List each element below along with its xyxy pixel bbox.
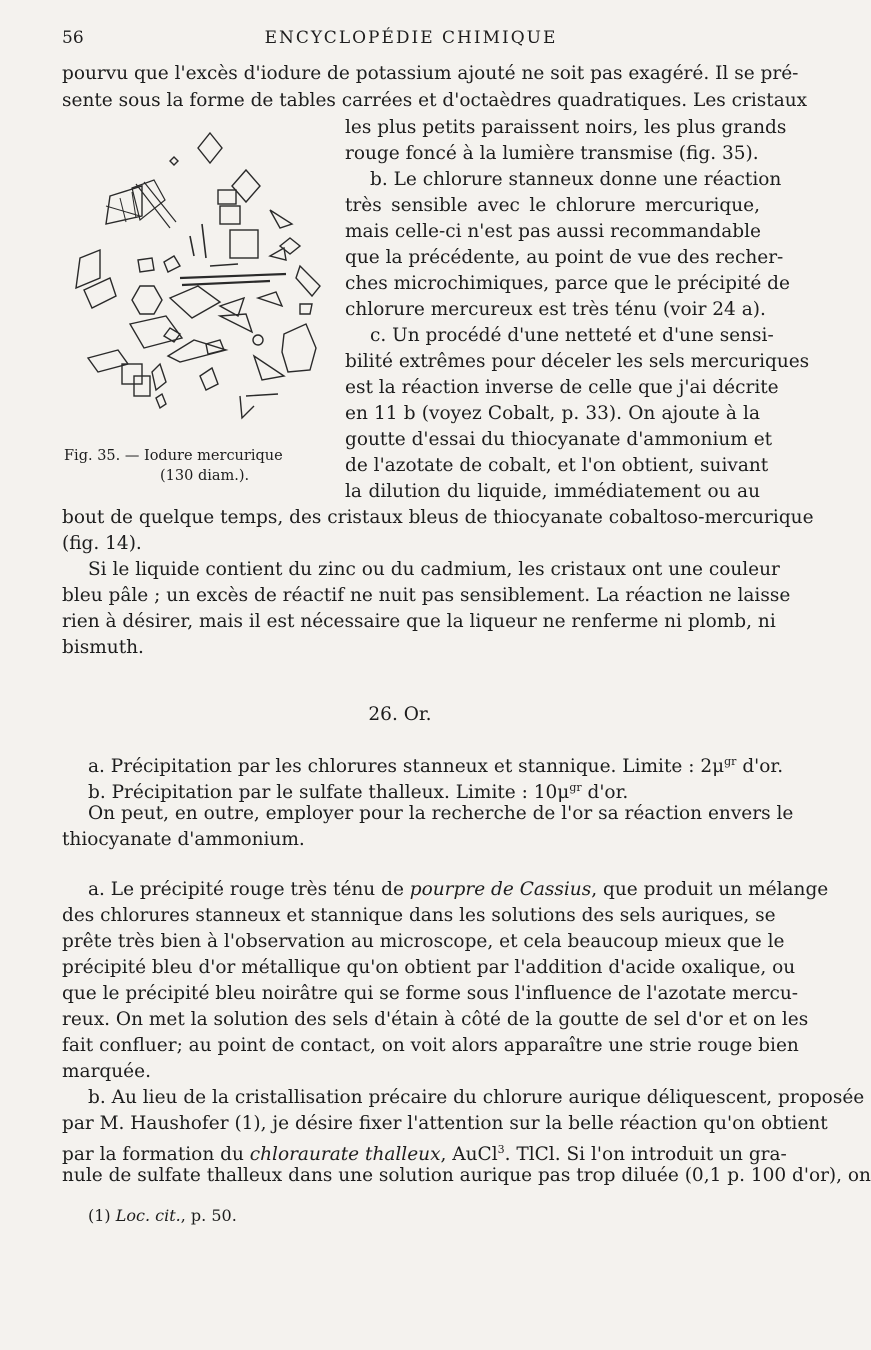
paragraph-b-line: par M. Haushofer (1), je désire fixer l'attention sur la belle réaction qu'on obtient (62, 1113, 828, 1134)
footnote-mark: (1) (88, 1206, 111, 1225)
limit-line-b (88, 776, 628, 805)
column-line: la dilution du liquide, immédiatement ou au (345, 481, 760, 502)
unit-superscript: gr (569, 781, 582, 794)
page-header (62, 28, 760, 52)
column-line: mais celle-ci n'est pas aussi recommandable (345, 221, 761, 242)
column-line: bilité extrêmes pour déceler les sels mercuriques (345, 351, 810, 372)
running-head: ENCYCLOPÉDIE CHIMIQUE (264, 28, 558, 48)
body-line: bleu pâle ; un excès de réactif ne nuit pas sensiblement. La réaction ne laisse (62, 585, 791, 606)
column-line: les plus petits paraissent noirs, les plus grands (345, 117, 787, 138)
limit-text: a. Précipitation par les chlorures stanneux et stannique. Limite : 2μ (88, 756, 725, 778)
body-line: thiocyanate d'ammonium. (62, 829, 305, 850)
text-span: , que produit un mélange (591, 879, 829, 900)
limit-text: b. Précipitation par le sulfate thalleux. Limite : 10μ (88, 782, 570, 804)
section-title: 26. Or. (368, 704, 432, 725)
limit-line-a (88, 750, 783, 779)
body-line: rien à désirer, mais il est nécessaire que la liqueur ne renferme ni plomb, ni (62, 611, 776, 632)
limit-text: d'or. (581, 782, 629, 804)
crystal-illustration (70, 128, 335, 438)
formula-superscript: 3 (497, 1143, 505, 1156)
italic-term: pourpre de Cassius (409, 879, 592, 900)
body-line: pourvu que l'excès d'iodure de potassium ajouté ne soit pas exagéré. Il se pré- (62, 63, 799, 84)
column-line: b. Le chlorure stanneux donne une réaction (370, 169, 782, 190)
limit-text: d'or. (736, 756, 784, 778)
column-line: rouge foncé à la lumière transmise (fig. 35). (345, 143, 759, 164)
figure-caption: Fig. 35. — Iodure mercurique (64, 448, 283, 464)
paragraph-a-line: fait confluer; au point de contact, on voit alors apparaître une strie rouge bien (62, 1035, 799, 1056)
unit-superscript: gr (724, 755, 737, 768)
column-line: de l'azotate de cobalt, et l'on obtient, suivant (345, 455, 769, 476)
body-line: sente sous la forme de tables carrées et d'octaèdres quadratiques. Les cristaux (62, 90, 808, 111)
body-line: bismuth. (62, 637, 144, 658)
paragraph-b-line: nule de sulfate thalleux dans une solution aurique pas trop diluée (0,1 p. 100 d'or), on (62, 1165, 871, 1186)
paragraph-a-line (88, 878, 829, 902)
body-line: Si le liquide contient du zinc ou du cadmium, les cristaux ont une couleur (88, 559, 780, 580)
column-line: chlorure mercureux est très ténu (voir 24 a). (345, 299, 766, 320)
column-line: en 11 b (voyez Cobalt, p. 33). On ajoute à la (345, 403, 760, 424)
footnote (88, 1206, 237, 1225)
column-line: c. Un procédé d'une netteté et d'une sensi- (370, 325, 774, 346)
paragraph-a-line: des chlorures stanneux et stannique dans les solutions des sels auriques, se (62, 905, 776, 926)
column-line: que la précédente, au point de vue des recher- (345, 247, 784, 268)
paragraph-b-line: b. Au lieu de la cristallisation précaire du chlorure aurique déliquescent, proposée (88, 1087, 865, 1108)
paragraph-a-line: prête très bien à l'observation au microscope, et cela beaucoup mieux que le (62, 931, 785, 952)
text-span: , AuCl (440, 1144, 498, 1166)
paragraph-a-line: précipité bleu d'or métallique qu'on obtient par l'addition d'acide oxalique, ou (62, 957, 796, 978)
text-span: a. Le précipité rouge très ténu de (88, 879, 410, 900)
text-span: par la formation du (62, 1144, 250, 1166)
footnote-ref: Loc. cit. (115, 1206, 181, 1225)
footnote-text: , p. 50. (180, 1206, 237, 1225)
body-line: bout de quelque temps, des cristaux bleus de thiocyanate cobaltoso-mercurique (62, 507, 814, 528)
column-line: goutte d'essai du thiocyanate d'ammonium et (345, 429, 773, 450)
paragraph-a-line: reux. On met la solution des sels d'étain à côté de la goutte de sel d'or et on les (62, 1009, 809, 1030)
figure-scale: (130 diam.). (160, 468, 250, 484)
paragraph-a-line: que le précipité bleu noirâtre qui se forme sous l'influence de l'azotate mercu- (62, 983, 799, 1004)
text-span: . TlCl. Si l'on introduit un gra- (504, 1144, 787, 1166)
column-line: ches microchimiques, parce que le précipité de (345, 273, 790, 294)
body-line: (fig. 14). (62, 533, 142, 554)
paragraph-a-line: marquée. (62, 1061, 151, 1082)
column-line: très sensible avec le chlorure mercurique, (345, 195, 760, 216)
page-number: 56 (62, 28, 84, 48)
paragraph-b-line (62, 1138, 787, 1167)
body-line: On peut, en outre, employer pour la recherche de l'or sa réaction envers le (88, 803, 794, 824)
column-line: est la réaction inverse de celle que j'ai décrite (345, 377, 779, 398)
italic-term: chloraurate thalleux (249, 1144, 441, 1166)
